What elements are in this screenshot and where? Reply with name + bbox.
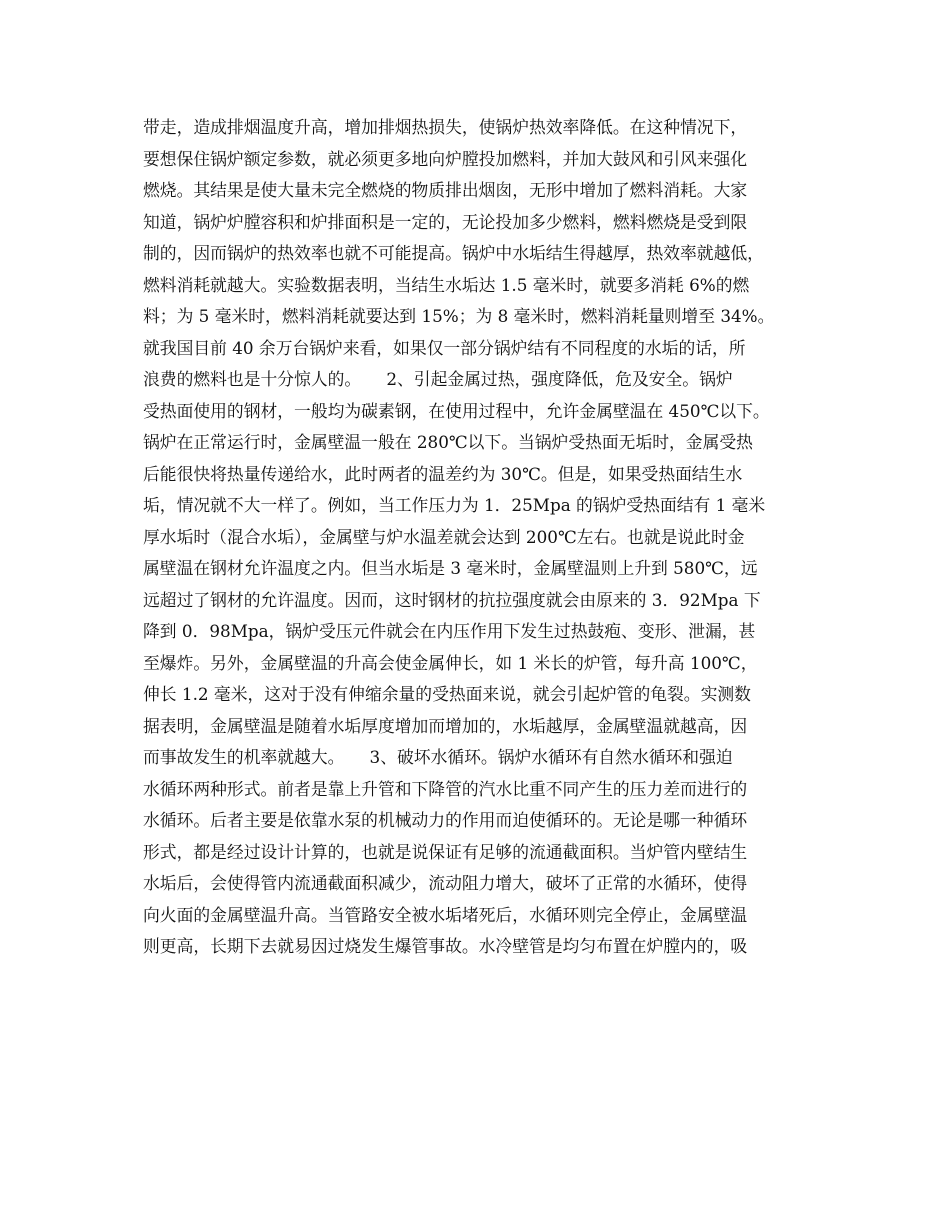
text-line: 水垢后，会使得管内流通截面积减少，流动阻力增大，破坏了正常的水循环，使得 [143, 873, 748, 893]
text-line: 知道，锅炉炉膛容积和炉排面积是一定的，无论投加多少燃料，燃料燃烧是受到限 [143, 211, 748, 232]
text-line: 浪费的燃料也是十分惊人的。 2、引起金属过热，强度降低，危及安全。锅炉 [143, 369, 733, 389]
text-line: 锅炉在正常运行时，金属壁温一般在 280℃以下。当锅炉受热面无垢时，金属受热 [143, 432, 753, 452]
text-line: 带走，造成排烟温度升高，增加排烟热损失，使锅炉热效率降低。在这种情况下， [143, 117, 748, 137]
text-line: 形式，都是经过设计计算的，也就是说保证有足够的流通截面积。当炉管内壁结生 [143, 841, 748, 862]
text-line: 后能很快将热量传递给水，此时两者的温差约为 30℃。但是，如果受热面结生水 [143, 463, 743, 484]
text-line: 燃料消耗就越大。实验数据表明，当结生水垢达 1.5 毫米时，就要多消耗 6%的燃 [143, 274, 750, 295]
text-line: 水循环两种形式。前者是靠上升管和下降管的汽水比重不同产生的压力差而进行的 [143, 778, 748, 799]
text-line: 燃烧。其结果是使大量未完全燃烧的物质排出烟囱，无形中增加了燃料消耗。大家 [143, 180, 748, 200]
body-text [143, 112, 813, 963]
text-line: 就我国目前 40 余万台锅炉来看，如果仅一部分锅炉结有不同程度的水垢的话，所 [143, 337, 746, 358]
text-line: 而事故发生的机率就越大。 3、破坏水循环。锅炉水循环有自然水循环和强迫 [143, 747, 733, 767]
text-line: 远超过了钢材的允许温度。因而，这时钢材的抗拉强度就会由原来的 3．92Mpa 下 [143, 589, 761, 610]
text-line: 受热面使用的钢材，一般均为碳素钢，在使用过程中，允许金属壁温在 450℃以下。 [143, 400, 770, 421]
text-line: 属壁温在钢材允许温度之内。但当水垢是 3 毫米时，金属壁温则上升到 580℃，远 [143, 558, 758, 578]
text-line: 水循环。后者主要是依靠水泵的机械动力的作用而迫使循环的。无论是哪一种循环 [143, 810, 748, 830]
text-line: 则更高，长期下去就易因过烧发生爆管事故。水冷壁管是均匀布置在炉膛内的，吸 [143, 936, 748, 956]
text-line: 伸长 1.2 毫米，这对于没有伸缩余量的受热面来说，就会引起炉管的龟裂。实测数 [143, 684, 751, 704]
text-line: 料；为 5 毫米时，燃料消耗就要达到 15%；为 8 毫米时，燃料消耗量则增至 34%。 [143, 306, 775, 326]
text-line: 据表明，金属壁温是随着水垢厚度增加而增加的，水垢越厚，金属壁温就越高，因 [143, 715, 748, 736]
text-line: 向火面的金属壁温升高。当管路安全被水垢堵死后，水循环则完全停止，金属壁温 [143, 904, 748, 925]
text-line: 要想保住锅炉额定参数，就必须更多地向炉膛投加燃料，并加大鼓风和引风来强化 [143, 148, 748, 169]
text-line: 至爆炸。另外，金属壁温的升高会使金属伸长，如 1 米长的炉管，每升高 100℃， [143, 652, 758, 673]
text-line: 降到 0．98Mpa，锅炉受压元件就会在内压作用下发生过热鼓疱、变形、泄漏，甚 [143, 621, 756, 641]
text-line: 垢，情况就不大一样了。例如，当工作压力为 1．25Mpa 的锅炉受热面结有 1 毫米 [143, 495, 766, 515]
text-line: 厚水垢时（混合水垢），金属壁与炉水温差就会达到 200℃左右。也就是说此时金 [143, 526, 745, 547]
text-line: 制的，因而锅炉的热效率也就不可能提高。锅炉中水垢结生得越厚，热效率就越低， [143, 243, 764, 263]
